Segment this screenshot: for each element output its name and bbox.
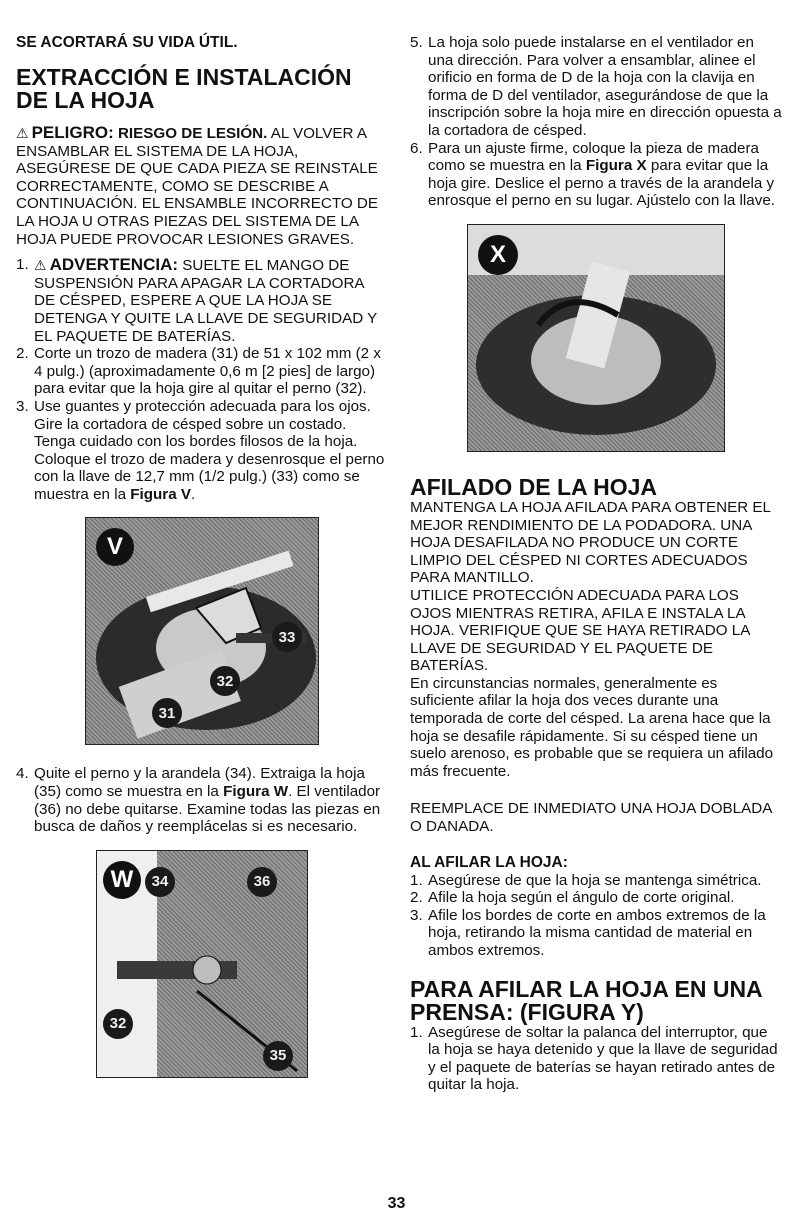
list-item: 1. Asegúrese de que la hoja se mantenga simétrica.	[410, 871, 762, 889]
callout-34: 34	[145, 867, 175, 897]
sharpen-caps: MANTENGA LA HOJA AFILADA PARA OBTENER EL MEJOR RENDIMIENTO DE LA PODADORA. UNA HOJA DESAFILADA NO PRODUCE UN CORTE LIMPIO DEL CÉSPED NI CORTES ADECUADOS PARA MANTILLO.	[410, 498, 771, 587]
list-item: 6. Para un ajuste firme, coloque la pieza de madera como se muestra en la Figura X para evitar que la hoja gire. Deslice el perno a través de la arandela y enrosque el perno en su lugar. Ajústelo con la llave.	[410, 139, 776, 210]
warning-word: ADVERTENCIA:	[49, 255, 179, 275]
section-heading: EXTRACCIÓN E INSTALACIÓN DE LA HOJA	[16, 64, 352, 113]
page-number: 33	[387, 1195, 406, 1212]
callout-32: 32	[103, 1009, 133, 1039]
sharpen-caps-2: UTILICE PROTECCIÓN ADECUADA PARA LOS OJOS MIENTRAS RETIRA, AFILA E INSTALA LA HOJA. VERIFIQUE QUE SE HAYA RETIRADO LA LLAVE DE SEGURIDAD Y EL PAQUETE DE BATERÍAS.	[410, 586, 750, 675]
list-item: 2. Afile la hoja según el ángulo de corte original.	[410, 889, 735, 907]
warning-triangle-icon: ⚠	[16, 125, 29, 141]
callout-35: 35	[263, 1041, 293, 1071]
callout-32: 32	[210, 666, 240, 696]
right-column	[410, 34, 782, 1094]
figure-tag: V	[96, 528, 134, 566]
figure-w	[96, 850, 308, 1078]
figure-tag: W	[103, 861, 141, 899]
replace-text: REEMPLACE DE INMEDIATO UNA HOJA DOBLADA O DANADA.	[410, 800, 772, 836]
sharpen-heading: AFILADO DE LA HOJA	[410, 473, 658, 500]
vise-heading: PARA AFILAR LA HOJA EN UNA PRENSA: (FIGURA Y)	[410, 975, 762, 1025]
list-item: 3. Afile los bordes de corte en ambos extremos de la hoja, retirando la misma cantidad de material en ambos extremos.	[410, 906, 766, 959]
when-heading: AL AFILAR LA HOJA:	[410, 853, 568, 871]
danger-paragraph	[16, 124, 388, 248]
figure-x	[467, 224, 725, 452]
top-line: SE ACORTARÁ SU VIDA ÚTIL.	[16, 34, 238, 51]
list-item: 2. Corte un trozo de madera (31) de 51 x 102 mm (2 x 4 pulg.) (aproximadamente 0,6 m [2 pies] de largo) para evitar que la hoja gire al quitar el perno (32).	[16, 345, 381, 398]
callout-31: 31	[152, 698, 182, 728]
sharpen-text: En circunstancias normales, generalmente es suficiente afilar la hoja dos veces durante una temporada de corte del césped. La arena hace que la hoja se desafile rápidamente. Si su césped tiene un suelo arenoso, es probable que se requiera un afilado más frecuente.	[410, 674, 774, 780]
danger-text: AL VOLVER A ENSAMBLAR EL SISTEMA DE LA HOJA, ASEGÚRESE DE QUE CADA PIEZA SE REINSTALE CORRECTAMENTE, COMO SE DESCRIBE A CONTINUACIÓN. EL ENSAMBLE INCORRECTO DE LA HOJA U OTRAS PIEZAS DEL SISTEMA DE LA HOJA PUEDE PROVOCAR LESIONES GRAVES.	[16, 125, 379, 248]
figure-v	[85, 517, 319, 745]
list-item: 5. La hoja solo puede instalarse en el ventilador en una dirección. Para volver a ensamblar, alinee el orificio en forma de D de la hoja con la clavija en forma de D del ventilador, asegurándose de que la inscripción sobre la hoja mire en dirección opuesta a la cortadora de césped.	[410, 34, 782, 139]
list-item: 1. ⚠ ADVERTENCIA: SUELTE EL MANGO DE SUSPENSIÓN PARA APAGAR LA CORTADORA DE CÉSPED, ESPERE A QUE LA HOJA SE DETENGA Y QUITE LA LLAVE DE SEGURIDAD Y EL PAQUETE DE BATERÍAS.	[16, 255, 377, 345]
figure-tag: X	[478, 235, 518, 275]
list-item: 4. Quite el perno y la arandela (34). Extraiga la hoja (35) como se muestra en la Figura W. El ventilador (36) no debe quitarse. Examine todas las piezas en busca de daños y reemplácelas si es necesario.	[16, 765, 381, 836]
left-column	[16, 34, 388, 1078]
list-item: 1. Asegúrese de soltar la palanca del interruptor, que la hoja se haya detenido y que la llave de seguridad y el paquete de baterías se hayan retirado antes de quitar la hoja.	[410, 1023, 778, 1094]
list-item: 3. Use guantes y protección adecuada para los ojos. Gire la cortadora de césped sobre un costado. Tenga cuidado con los bordes filosos de la hoja. Coloque el trozo de madera y desenrosque el perno con la llave de 12,7 mm (1/2 pulg.) (33) como se muestra en la Figura V.	[16, 397, 385, 503]
callout-36: 36	[247, 867, 277, 897]
danger-bold: RIESGO DE LESIÓN.	[117, 125, 268, 142]
danger-word: PELIGRO:	[31, 123, 114, 142]
warning-triangle-icon: ⚠	[34, 257, 47, 274]
callout-33: 33	[272, 622, 302, 652]
